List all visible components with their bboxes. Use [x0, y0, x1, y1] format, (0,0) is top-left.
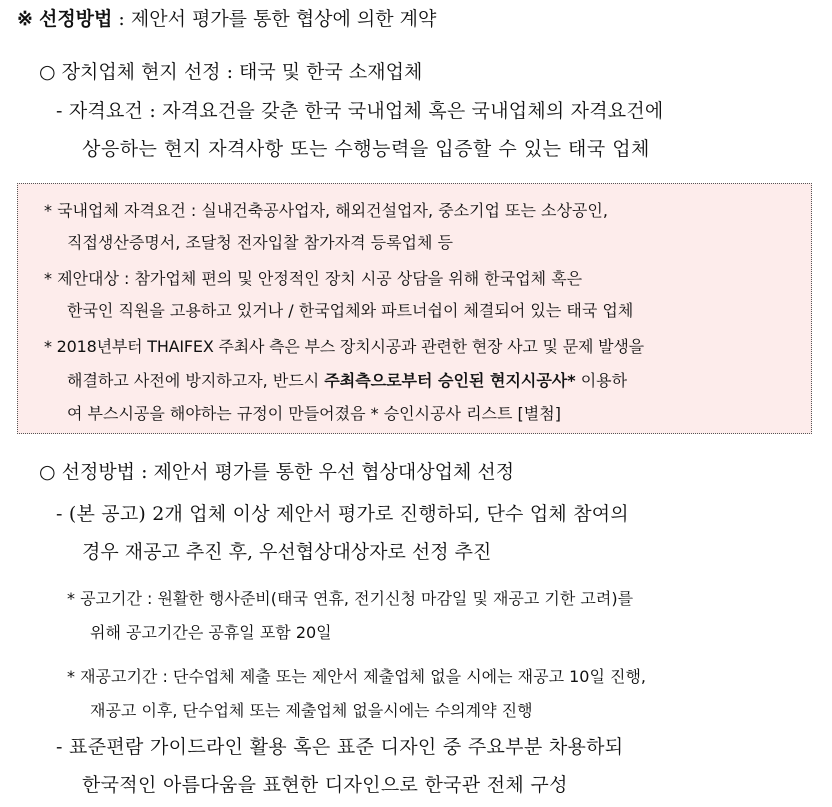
- selection-method-item: ○ 선정방법 : 제안서 평가를 통한 우선 협상대상업체 선정: [39, 461, 515, 483]
- renotice-period-line-2: 재공고 이후, 단수업체 또는 제출업체 없을시에는 수의계약 진행: [90, 701, 533, 720]
- selection-line-2: 경우 재공고 추진 후, 우선협상대상자로 선정 추진: [82, 541, 492, 563]
- renotice-period-line-1: * 재공고기간 : 단수업체 제출 또는 제안서 제출업체 없을 시에는 재공고 10일 진행,: [67, 667, 647, 686]
- approved-contractor-emphasis: 주최측으로부터 승인된 현지시공사*: [324, 371, 576, 390]
- reference-mark: ※: [17, 8, 33, 30]
- local-selection-item: ○ 장치업체 현지 선정 : 태국 및 한국 소재업체: [39, 61, 423, 83]
- design-line-1: - 표준편람 가이드라인 활용 혹은 표준 디자인 중 주요부분 차용하되: [56, 736, 624, 758]
- heading-title-bold: 선정방법: [38, 8, 113, 30]
- note-thaifex-line-2-post: 이용하: [575, 371, 628, 390]
- note-thaifex-line-2: [67, 368, 627, 391]
- heading-title-rest: : 제안서 평가를 통한 협상에 의한 계약: [112, 8, 437, 30]
- note-target-line-2: 한국인 직원을 고용하고 있거나 / 한국업체와 파트너쉽이 체결되어 있는 태국 업체: [67, 301, 634, 320]
- qualification-line-2: 상응하는 현지 자격사항 또는 수행능력을 입증할 수 있는 태국 업체: [82, 138, 650, 160]
- notice-period-line-2: 위해 공고기간은 공휴일 포함 20일: [90, 623, 332, 642]
- design-line-2: 한국적인 아름다움을 표현한 디자인으로 한국관 전체 구성: [82, 774, 568, 796]
- note-thaifex-line-2-pre: 해결하고 사전에 방지하고자, 반드시: [67, 371, 325, 390]
- note-domestic-line-2: 직접생산증명서, 조달청 전자입찰 참가자격 등록업체 등: [67, 233, 454, 252]
- note-target-line-1: * 제안대상 : 참가업체 편의 및 안정적인 장치 시공 상담을 위해 한국업체 혹은: [44, 269, 583, 288]
- section-heading: [17, 4, 436, 31]
- selection-line-1: - (본 공고) 2개 업체 이상 제안서 평가로 진행하되, 단수 업체 참여의: [56, 503, 629, 525]
- qualification-line-1: - 자격요건 : 자격요건을 갖춘 한국 국내업체 혹은 국내업체의 자격요건에: [56, 100, 664, 122]
- note-domestic-line-1: * 국내업체 자격요건 : 실내건축공사업자, 해외건설업자, 중소기업 또는 소상공인,: [44, 201, 608, 220]
- note-thaifex-line-1: * 2018년부터 THAIFEX 주최사 측은 부스 장치시공과 관련한 현장 사고 및 문제 발생을: [44, 337, 644, 356]
- note-thaifex-line-3: 여 부스시공을 해야하는 규정이 만들어졌음 * 승인시공사 리스트 [별첨]: [67, 404, 561, 423]
- notice-period-line-1: * 공고기간 : 원활한 행사준비(태국 연휴, 전기신청 마감일 및 재공고 기한 고려)를: [67, 589, 634, 608]
